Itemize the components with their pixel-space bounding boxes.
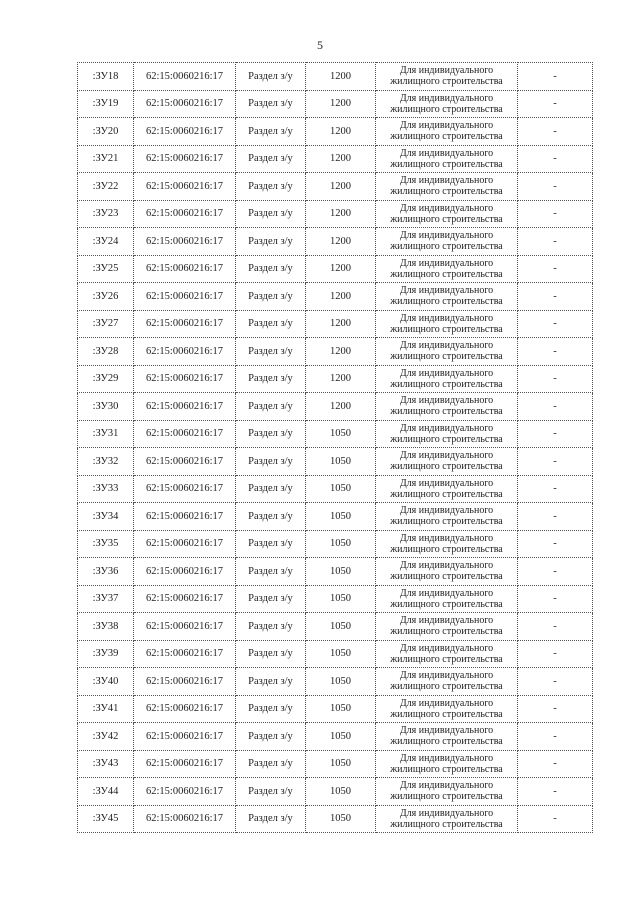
plot-id-cell: :ЗУ36 — [78, 558, 134, 586]
plot-id-cell: :ЗУ20 — [78, 118, 134, 146]
permitted-use-cell: Для индивидуального жилищного строительства — [376, 668, 518, 696]
formation-method-cell: Раздел з/у — [236, 310, 306, 338]
permitted-use-cell: Для индивидуального жилищного строительства — [376, 475, 518, 503]
land-plots-table — [77, 62, 593, 833]
cadastral-number-cell: 62:15:0060216:17 — [134, 255, 236, 283]
formation-method-cell: Раздел з/у — [236, 503, 306, 531]
note-cell: - — [518, 448, 593, 476]
area-cell: 1200 — [306, 228, 376, 256]
formation-method-cell: Раздел з/у — [236, 668, 306, 696]
note-cell: - — [518, 613, 593, 641]
table-row — [78, 668, 593, 696]
cadastral-number-cell: 62:15:0060216:17 — [134, 805, 236, 833]
area-cell: 1200 — [306, 145, 376, 173]
permitted-use-cell: Для индивидуального жилищного строительства — [376, 585, 518, 613]
permitted-use-cell: Для индивидуального жилищного строительства — [376, 283, 518, 311]
permitted-use-cell: Для индивидуального жилищного строительства — [376, 338, 518, 366]
note-cell: - — [518, 558, 593, 586]
table-row — [78, 338, 593, 366]
area-cell: 1200 — [306, 338, 376, 366]
note-cell: - — [518, 173, 593, 201]
table-row — [78, 118, 593, 146]
formation-method-cell: Раздел з/у — [236, 613, 306, 641]
formation-method-cell: Раздел з/у — [236, 118, 306, 146]
cadastral-number-cell: 62:15:0060216:17 — [134, 228, 236, 256]
area-cell: 1200 — [306, 255, 376, 283]
note-cell: - — [518, 778, 593, 806]
plot-id-cell: :ЗУ32 — [78, 448, 134, 476]
area-cell: 1200 — [306, 200, 376, 228]
note-cell: - — [518, 228, 593, 256]
note-cell: - — [518, 668, 593, 696]
table-row — [78, 558, 593, 586]
area-cell: 1050 — [306, 640, 376, 668]
area-cell: 1050 — [306, 750, 376, 778]
plot-id-cell: :ЗУ30 — [78, 393, 134, 421]
table-row — [78, 723, 593, 751]
permitted-use-cell: Для индивидуального жилищного строительства — [376, 145, 518, 173]
area-cell: 1200 — [306, 118, 376, 146]
permitted-use-cell: Для индивидуального жилищного строительства — [376, 173, 518, 201]
plot-id-cell: :ЗУ40 — [78, 668, 134, 696]
permitted-use-cell: Для индивидуального жилищного строительства — [376, 695, 518, 723]
permitted-use-cell: Для индивидуального жилищного строительства — [376, 778, 518, 806]
cadastral-number-cell: 62:15:0060216:17 — [134, 173, 236, 201]
formation-method-cell: Раздел з/у — [236, 63, 306, 91]
note-cell: - — [518, 63, 593, 91]
plot-id-cell: :ЗУ29 — [78, 365, 134, 393]
table-row — [78, 365, 593, 393]
cadastral-number-cell: 62:15:0060216:17 — [134, 503, 236, 531]
area-cell: 1050 — [306, 668, 376, 696]
cadastral-number-cell: 62:15:0060216:17 — [134, 90, 236, 118]
plot-id-cell: :ЗУ35 — [78, 530, 134, 558]
table-row — [78, 778, 593, 806]
area-cell: 1200 — [306, 365, 376, 393]
area-cell: 1050 — [306, 695, 376, 723]
cadastral-number-cell: 62:15:0060216:17 — [134, 283, 236, 311]
permitted-use-cell: Для индивидуального жилищного строительства — [376, 310, 518, 338]
table-row — [78, 503, 593, 531]
area-cell: 1200 — [306, 283, 376, 311]
note-cell: - — [518, 90, 593, 118]
table-row — [78, 613, 593, 641]
table-row — [78, 750, 593, 778]
area-cell: 1200 — [306, 393, 376, 421]
table-row — [78, 255, 593, 283]
note-cell: - — [518, 420, 593, 448]
permitted-use-cell: Для индивидуального жилищного строительства — [376, 228, 518, 256]
cadastral-number-cell: 62:15:0060216:17 — [134, 558, 236, 586]
note-cell: - — [518, 503, 593, 531]
formation-method-cell: Раздел з/у — [236, 723, 306, 751]
permitted-use-cell: Для индивидуального жилищного строительства — [376, 365, 518, 393]
cadastral-number-cell: 62:15:0060216:17 — [134, 750, 236, 778]
area-cell: 1200 — [306, 63, 376, 91]
plot-id-cell: :ЗУ26 — [78, 283, 134, 311]
note-cell: - — [518, 805, 593, 833]
formation-method-cell: Раздел з/у — [236, 530, 306, 558]
permitted-use-cell: Для индивидуального жилищного строительства — [376, 558, 518, 586]
note-cell: - — [518, 750, 593, 778]
page-number: 5 — [317, 38, 323, 52]
plot-id-cell: :ЗУ33 — [78, 475, 134, 503]
cadastral-number-cell: 62:15:0060216:17 — [134, 118, 236, 146]
formation-method-cell: Раздел з/у — [236, 283, 306, 311]
note-cell: - — [518, 475, 593, 503]
note-cell: - — [518, 723, 593, 751]
cadastral-number-cell: 62:15:0060216:17 — [134, 585, 236, 613]
permitted-use-cell: Для индивидуального жилищного строительства — [376, 63, 518, 91]
note-cell: - — [518, 585, 593, 613]
table-row — [78, 420, 593, 448]
permitted-use-cell: Для индивидуального жилищного строительства — [376, 420, 518, 448]
cadastral-number-cell: 62:15:0060216:17 — [134, 778, 236, 806]
plot-id-cell: :ЗУ28 — [78, 338, 134, 366]
formation-method-cell: Раздел з/у — [236, 200, 306, 228]
table-row — [78, 200, 593, 228]
cadastral-number-cell: 62:15:0060216:17 — [134, 448, 236, 476]
area-cell: 1050 — [306, 585, 376, 613]
cadastral-number-cell: 62:15:0060216:17 — [134, 723, 236, 751]
cadastral-number-cell: 62:15:0060216:17 — [134, 640, 236, 668]
table-row — [78, 448, 593, 476]
note-cell: - — [518, 200, 593, 228]
table-row — [78, 530, 593, 558]
plot-id-cell: :ЗУ21 — [78, 145, 134, 173]
formation-method-cell: Раздел з/у — [236, 393, 306, 421]
permitted-use-cell: Для индивидуального жилищного строительства — [376, 118, 518, 146]
note-cell: - — [518, 118, 593, 146]
permitted-use-cell: Для индивидуального жилищного строительства — [376, 393, 518, 421]
formation-method-cell: Раздел з/у — [236, 750, 306, 778]
table-body — [78, 63, 593, 833]
table-row — [78, 393, 593, 421]
area-cell: 1050 — [306, 503, 376, 531]
permitted-use-cell: Для индивидуального жилищного строительства — [376, 503, 518, 531]
formation-method-cell: Раздел з/у — [236, 90, 306, 118]
table-row — [78, 283, 593, 311]
formation-method-cell: Раздел з/у — [236, 695, 306, 723]
permitted-use-cell: Для индивидуального жилищного строительства — [376, 200, 518, 228]
cadastral-number-cell: 62:15:0060216:17 — [134, 145, 236, 173]
plot-id-cell: :ЗУ45 — [78, 805, 134, 833]
plot-id-cell: :ЗУ31 — [78, 420, 134, 448]
cadastral-number-cell: 62:15:0060216:17 — [134, 475, 236, 503]
table-row — [78, 145, 593, 173]
formation-method-cell: Раздел з/у — [236, 778, 306, 806]
table-row — [78, 640, 593, 668]
plot-id-cell: :ЗУ38 — [78, 613, 134, 641]
note-cell: - — [518, 530, 593, 558]
permitted-use-cell: Для индивидуального жилищного строительства — [376, 805, 518, 833]
plot-id-cell: :ЗУ43 — [78, 750, 134, 778]
plot-id-cell: :ЗУ44 — [78, 778, 134, 806]
plot-id-cell: :ЗУ25 — [78, 255, 134, 283]
note-cell: - — [518, 255, 593, 283]
formation-method-cell: Раздел з/у — [236, 255, 306, 283]
plot-id-cell: :ЗУ34 — [78, 503, 134, 531]
note-cell: - — [518, 145, 593, 173]
area-cell: 1200 — [306, 90, 376, 118]
table-row — [78, 63, 593, 91]
permitted-use-cell: Для индивидуального жилищного строительства — [376, 613, 518, 641]
cadastral-number-cell: 62:15:0060216:17 — [134, 613, 236, 641]
formation-method-cell: Раздел з/у — [236, 805, 306, 833]
plot-id-cell: :ЗУ37 — [78, 585, 134, 613]
cadastral-number-cell: 62:15:0060216:17 — [134, 393, 236, 421]
table-row — [78, 695, 593, 723]
plot-id-cell: :ЗУ27 — [78, 310, 134, 338]
area-cell: 1050 — [306, 558, 376, 586]
plot-id-cell: :ЗУ39 — [78, 640, 134, 668]
permitted-use-cell: Для индивидуального жилищного строительства — [376, 640, 518, 668]
area-cell: 1050 — [306, 613, 376, 641]
note-cell: - — [518, 695, 593, 723]
formation-method-cell: Раздел з/у — [236, 585, 306, 613]
note-cell: - — [518, 310, 593, 338]
formation-method-cell: Раздел з/у — [236, 558, 306, 586]
area-cell: 1200 — [306, 173, 376, 201]
permitted-use-cell: Для индивидуального жилищного строительства — [376, 750, 518, 778]
plot-id-cell: :ЗУ24 — [78, 228, 134, 256]
table-row — [78, 90, 593, 118]
cadastral-number-cell: 62:15:0060216:17 — [134, 63, 236, 91]
table-row — [78, 585, 593, 613]
cadastral-number-cell: 62:15:0060216:17 — [134, 668, 236, 696]
formation-method-cell: Раздел з/у — [236, 475, 306, 503]
plot-id-cell: :ЗУ42 — [78, 723, 134, 751]
plot-id-cell: :ЗУ18 — [78, 63, 134, 91]
area-cell: 1050 — [306, 723, 376, 751]
permitted-use-cell: Для индивидуального жилищного строительства — [376, 448, 518, 476]
formation-method-cell: Раздел з/у — [236, 228, 306, 256]
area-cell: 1050 — [306, 805, 376, 833]
area-cell: 1050 — [306, 530, 376, 558]
table-row — [78, 310, 593, 338]
formation-method-cell: Раздел з/у — [236, 173, 306, 201]
permitted-use-cell: Для индивидуального жилищного строительства — [376, 90, 518, 118]
cadastral-number-cell: 62:15:0060216:17 — [134, 530, 236, 558]
plot-id-cell: :ЗУ22 — [78, 173, 134, 201]
permitted-use-cell: Для индивидуального жилищного строительства — [376, 723, 518, 751]
cadastral-number-cell: 62:15:0060216:17 — [134, 200, 236, 228]
plot-id-cell: :ЗУ23 — [78, 200, 134, 228]
area-cell: 1050 — [306, 475, 376, 503]
cadastral-number-cell: 62:15:0060216:17 — [134, 310, 236, 338]
note-cell: - — [518, 338, 593, 366]
formation-method-cell: Раздел з/у — [236, 640, 306, 668]
table-row — [78, 228, 593, 256]
note-cell: - — [518, 283, 593, 311]
cadastral-number-cell: 62:15:0060216:17 — [134, 338, 236, 366]
table-row — [78, 173, 593, 201]
plot-id-cell: :ЗУ41 — [78, 695, 134, 723]
cadastral-number-cell: 62:15:0060216:17 — [134, 695, 236, 723]
cadastral-number-cell: 62:15:0060216:17 — [134, 365, 236, 393]
area-cell: 1050 — [306, 448, 376, 476]
cadastral-number-cell: 62:15:0060216:17 — [134, 420, 236, 448]
note-cell: - — [518, 365, 593, 393]
formation-method-cell: Раздел з/у — [236, 145, 306, 173]
plot-id-cell: :ЗУ19 — [78, 90, 134, 118]
note-cell: - — [518, 393, 593, 421]
permitted-use-cell: Для индивидуального жилищного строительства — [376, 255, 518, 283]
area-cell: 1050 — [306, 420, 376, 448]
area-cell: 1050 — [306, 778, 376, 806]
table-row — [78, 475, 593, 503]
permitted-use-cell: Для индивидуального жилищного строительства — [376, 530, 518, 558]
formation-method-cell: Раздел з/у — [236, 338, 306, 366]
formation-method-cell: Раздел з/у — [236, 365, 306, 393]
formation-method-cell: Раздел з/у — [236, 420, 306, 448]
formation-method-cell: Раздел з/у — [236, 448, 306, 476]
table-row — [78, 805, 593, 833]
note-cell: - — [518, 640, 593, 668]
area-cell: 1200 — [306, 310, 376, 338]
